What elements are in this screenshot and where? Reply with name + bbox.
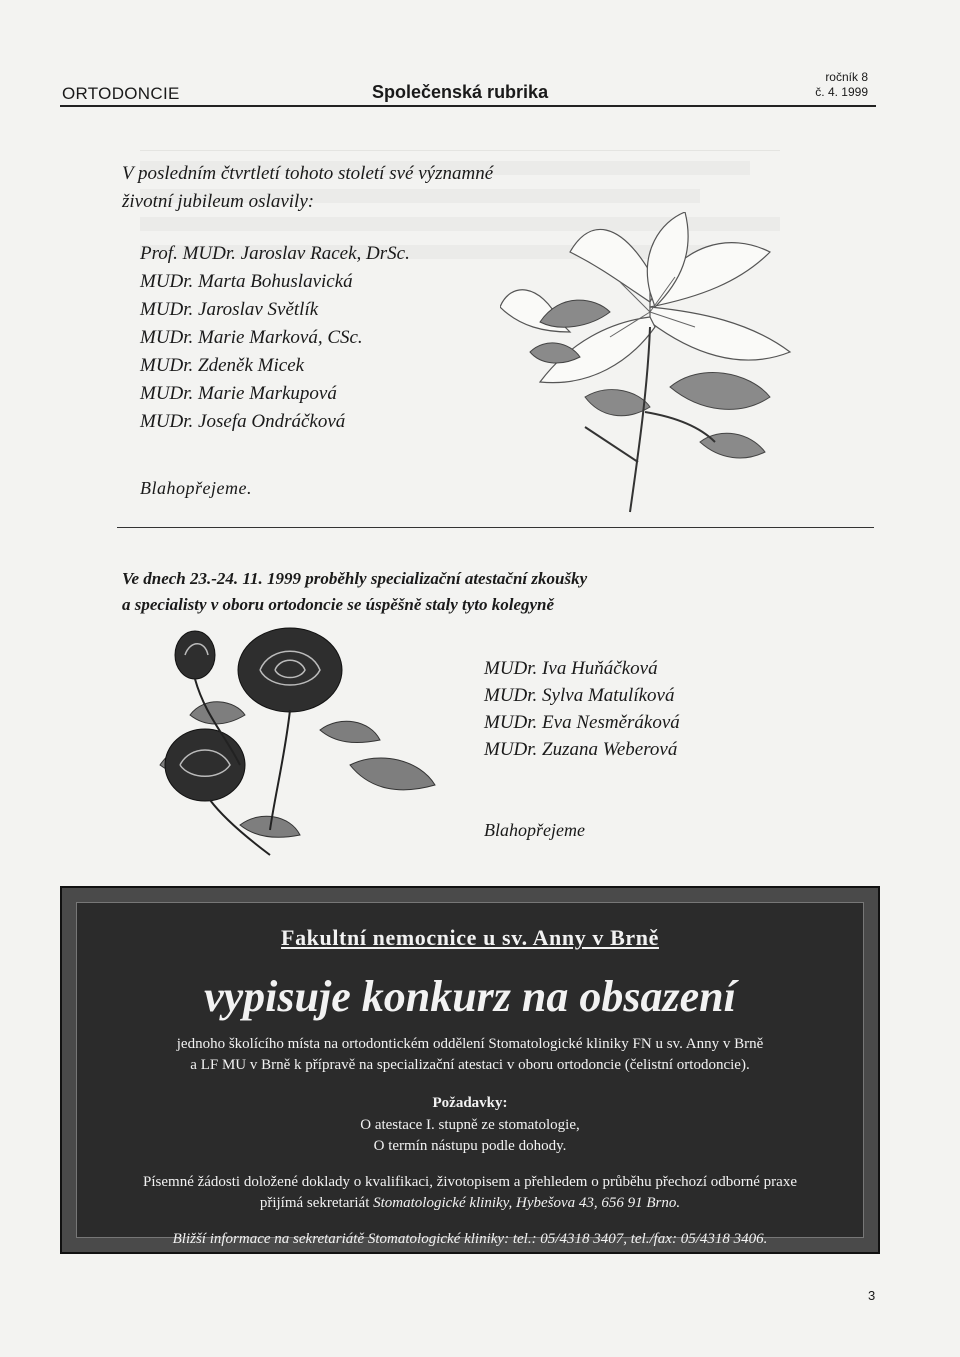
jubilee-congrats: Blahopřejeme. bbox=[140, 478, 252, 498]
jubilee-name: MUDr. Marie Markupová bbox=[140, 383, 337, 404]
ad-requirement: O termín nástupu podle dohody. bbox=[373, 1138, 567, 1154]
ad-institution: Fakultní nemocnice u sv. Anny v Brně bbox=[281, 925, 659, 950]
ad-requirements-title: Požadavky: bbox=[432, 1095, 508, 1111]
jubilee-names bbox=[140, 240, 410, 436]
ad-position-description bbox=[97, 1034, 843, 1076]
section-title: Společenská rubrika bbox=[372, 82, 549, 102]
page-number: 3 bbox=[868, 1288, 876, 1303]
jubilee-name: MUDr. Josefa Ondráčková bbox=[140, 411, 346, 432]
jubilee-intro-line: V posledním čtvrtletí tohoto století své významné bbox=[122, 163, 494, 184]
header-rule bbox=[60, 105, 876, 107]
ad-text-prefix: přijímá sekretariát bbox=[259, 1195, 374, 1211]
jubilee-name: MUDr. Jaroslav Světlík bbox=[140, 299, 319, 320]
specialist-name: MUDr. Eva Nesměráková bbox=[484, 712, 680, 733]
ad-text-line: jednoho školícího místa na ortodontickém oddělení Stomatologické kliniky FN u sv. Anny v Brně bbox=[176, 1036, 764, 1052]
specialist-name: MUDr. Iva Huňáčková bbox=[484, 658, 658, 679]
journal-name: ORTODONCIE bbox=[62, 84, 180, 103]
ad-contact-info: Bližší informace na sekretariátě Stomatologické kliniky: tel.: 05/4318 3407, tel./fax: 05/4318 3406. bbox=[172, 1231, 768, 1247]
ad-requirements-list bbox=[77, 1115, 863, 1157]
jubilee-name: Prof. MUDr. Jaroslav Racek, DrSc. bbox=[140, 243, 410, 264]
job-advertisement bbox=[60, 886, 880, 1254]
exam-line: a specialisty v oboru ortodoncie se úspěšně staly tyto kolegyně bbox=[122, 595, 555, 614]
exam-names bbox=[484, 655, 680, 763]
jubilee-name: MUDr. Marta Bohuslavická bbox=[140, 271, 353, 292]
exam-announcement bbox=[122, 566, 587, 618]
jubilee-intro-line: životní jubileum oslavily: bbox=[122, 191, 315, 212]
ad-application-info bbox=[97, 1172, 843, 1214]
jubilee-intro bbox=[122, 160, 493, 216]
ad-headline: vypisuje konkurz na obsazení bbox=[204, 972, 736, 1021]
ad-text-line: Písemné žádosti doložené doklady o kvalifikaci, životopisem a přehledem o průběhu přechozí odborné praxe bbox=[143, 1174, 797, 1190]
specialist-name: MUDr. Sylva Matulíková bbox=[484, 685, 675, 706]
ad-text-line: a LF MU v Brně k přípravě na specializační atestaci v oboru ortodoncie (čelistní ortodoncie). bbox=[190, 1057, 750, 1073]
ad-requirement: O atestace I. stupně ze stomatologie, bbox=[360, 1117, 580, 1133]
exam-congrats: Blahopřejeme bbox=[484, 820, 585, 840]
issue-info bbox=[815, 70, 868, 100]
section-divider bbox=[117, 527, 874, 528]
lily-illustration bbox=[500, 212, 800, 517]
roses-illustration bbox=[150, 615, 470, 865]
volume-label: ročník 8 bbox=[825, 70, 868, 84]
issue-label: č. 4. 1999 bbox=[815, 85, 868, 99]
specialist-name: MUDr. Zuzana Weberová bbox=[484, 739, 678, 760]
jubilee-name: MUDr. Zdeněk Micek bbox=[140, 355, 305, 376]
job-advertisement-panel bbox=[76, 902, 864, 1247]
ad-text-line bbox=[97, 1193, 843, 1214]
exam-line: Ve dnech 23.-24. 11. 1999 proběhly specializační atestační zkoušky bbox=[122, 569, 588, 588]
ad-address: Stomatologické kliniky, Hybešova 43, 656 91 Brno. bbox=[373, 1195, 681, 1211]
jubilee-name: MUDr. Marie Marková, CSc. bbox=[140, 327, 363, 348]
